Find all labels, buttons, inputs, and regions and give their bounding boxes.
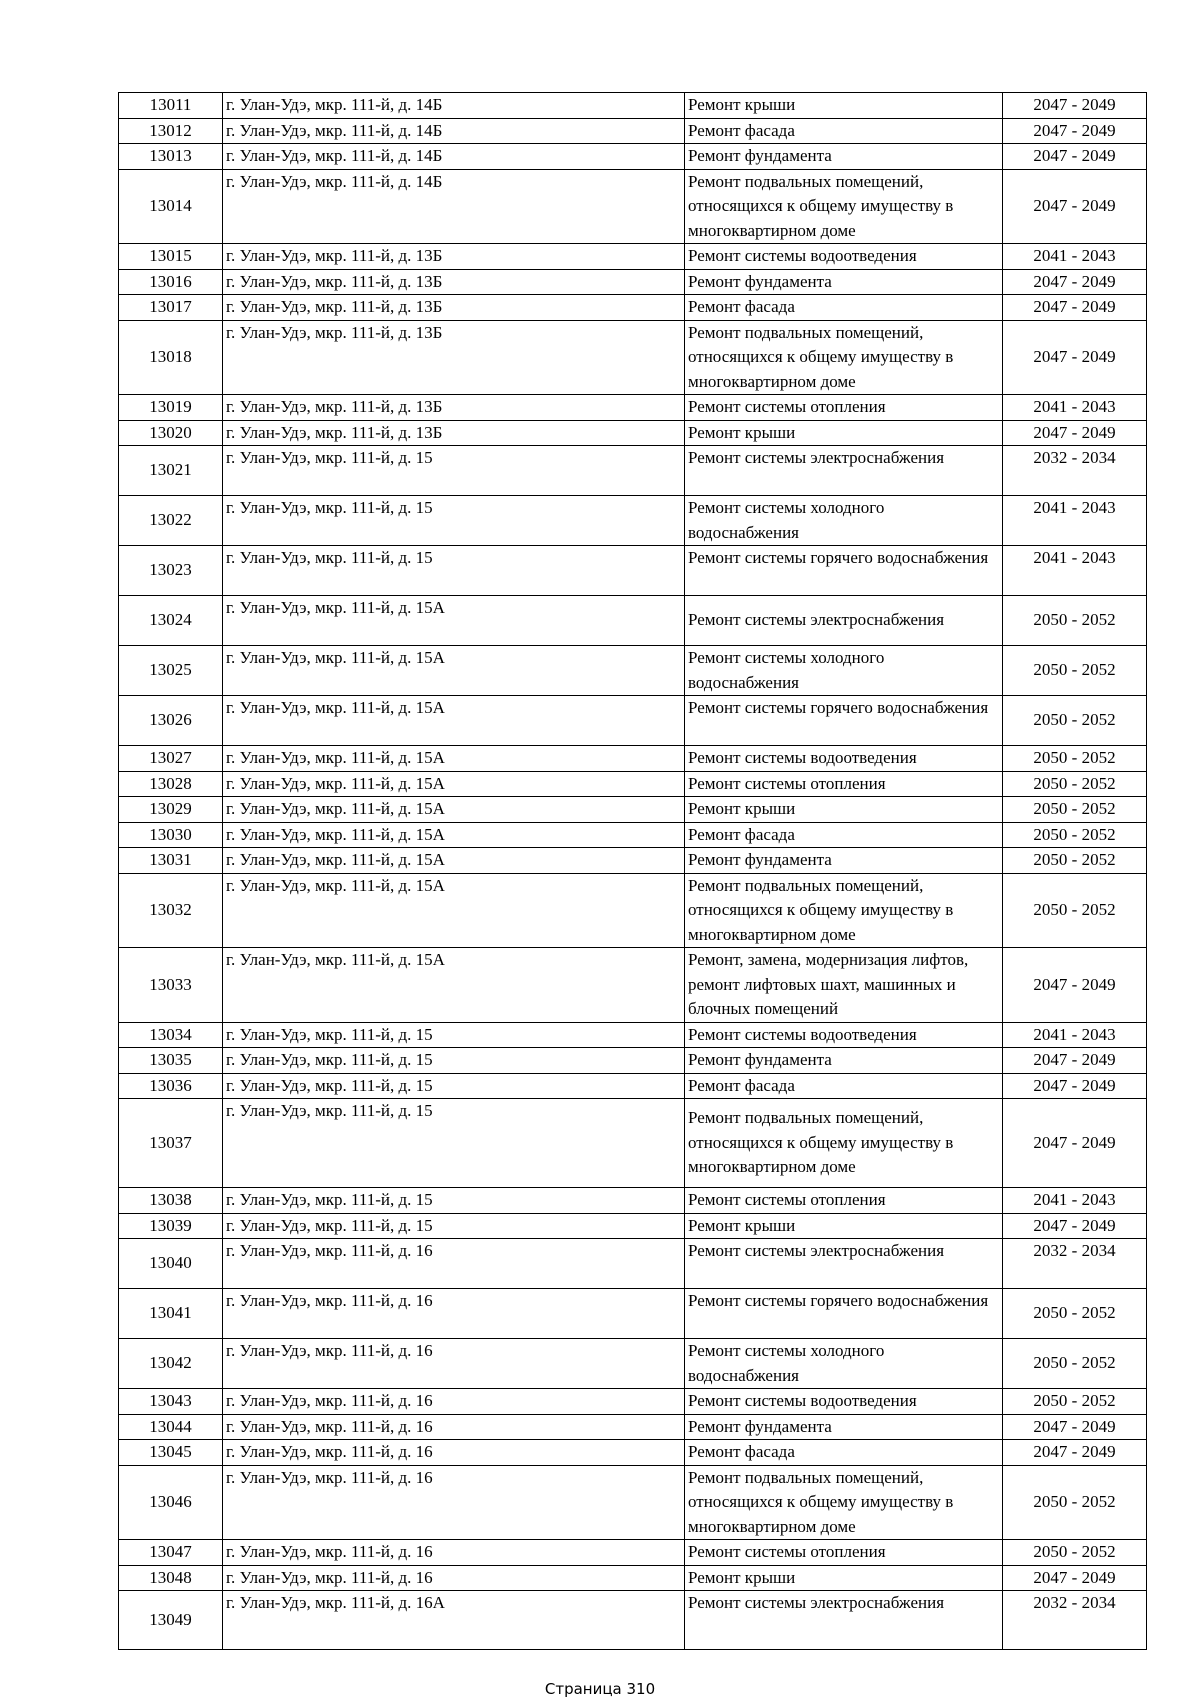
row-years: 2050 - 2052 — [1003, 797, 1147, 823]
row-address: г. Улан-Удэ, мкр. 111-й, д. 13Б — [223, 269, 685, 295]
row-id: 13027 — [119, 746, 223, 772]
row-work-type: Ремонт системы холодного водоснабжения — [685, 1339, 1003, 1389]
table-row — [119, 295, 1147, 321]
row-address: г. Улан-Удэ, мкр. 111-й, д. 15 — [223, 446, 685, 496]
table-row — [119, 873, 1147, 948]
row-years: 2041 - 2043 — [1003, 546, 1147, 596]
row-work-type: Ремонт крыши — [685, 93, 1003, 119]
table-row — [119, 320, 1147, 395]
row-address: г. Улан-Удэ, мкр. 111-й, д. 16А — [223, 1591, 685, 1650]
row-id: 13015 — [119, 244, 223, 270]
row-work-type: Ремонт системы отопления — [685, 1188, 1003, 1214]
table-row — [119, 1289, 1147, 1339]
table-row — [119, 269, 1147, 295]
row-work-type: Ремонт системы холодного водоснабжения — [685, 496, 1003, 546]
row-address: г. Улан-Удэ, мкр. 111-й, д. 16 — [223, 1389, 685, 1415]
row-work-type: Ремонт системы электроснабжения — [685, 596, 1003, 646]
row-address: г. Улан-Удэ, мкр. 111-й, д. 15А — [223, 596, 685, 646]
row-address: г. Улан-Удэ, мкр. 111-й, д. 15 — [223, 1022, 685, 1048]
row-id: 13032 — [119, 873, 223, 948]
row-address: г. Улан-Удэ, мкр. 111-й, д. 13Б — [223, 244, 685, 270]
row-address: г. Улан-Удэ, мкр. 111-й, д. 13Б — [223, 420, 685, 446]
table-row — [119, 696, 1147, 746]
row-address: г. Улан-Удэ, мкр. 111-й, д. 16 — [223, 1339, 685, 1389]
row-id: 13029 — [119, 797, 223, 823]
row-years: 2047 - 2049 — [1003, 169, 1147, 244]
row-id: 13047 — [119, 1540, 223, 1566]
row-id: 13016 — [119, 269, 223, 295]
row-address: г. Улан-Удэ, мкр. 111-й, д. 15А — [223, 696, 685, 746]
row-address: г. Улан-Удэ, мкр. 111-й, д. 15А — [223, 797, 685, 823]
row-years: 2050 - 2052 — [1003, 1289, 1147, 1339]
row-years: 2050 - 2052 — [1003, 646, 1147, 696]
row-address: г. Улан-Удэ, мкр. 111-й, д. 16 — [223, 1565, 685, 1591]
table-row — [119, 244, 1147, 270]
table-row — [119, 797, 1147, 823]
row-id: 13026 — [119, 696, 223, 746]
row-id: 13045 — [119, 1440, 223, 1466]
row-work-type: Ремонт фундамента — [685, 1414, 1003, 1440]
row-years: 2047 - 2049 — [1003, 1565, 1147, 1591]
row-years: 2050 - 2052 — [1003, 596, 1147, 646]
row-id: 13025 — [119, 646, 223, 696]
row-id: 13012 — [119, 118, 223, 144]
row-address: г. Улан-Удэ, мкр. 111-й, д. 15 — [223, 1048, 685, 1074]
row-address: г. Улан-Удэ, мкр. 111-й, д. 15 — [223, 1188, 685, 1214]
row-id: 13042 — [119, 1339, 223, 1389]
row-years: 2050 - 2052 — [1003, 696, 1147, 746]
row-work-type: Ремонт системы электроснабжения — [685, 1591, 1003, 1650]
row-address: г. Улан-Удэ, мкр. 111-й, д. 15 — [223, 546, 685, 596]
row-work-type: Ремонт фасада — [685, 118, 1003, 144]
row-work-type: Ремонт системы горячего водоснабжения — [685, 546, 1003, 596]
row-work-type: Ремонт фундамента — [685, 1048, 1003, 1074]
table-row — [119, 1188, 1147, 1214]
table-row — [119, 822, 1147, 848]
table-row — [119, 1339, 1147, 1389]
row-id: 13039 — [119, 1213, 223, 1239]
row-work-type: Ремонт крыши — [685, 1565, 1003, 1591]
row-years: 2050 - 2052 — [1003, 746, 1147, 772]
row-id: 13037 — [119, 1099, 223, 1188]
row-years: 2047 - 2049 — [1003, 420, 1147, 446]
row-address: г. Улан-Удэ, мкр. 111-й, д. 13Б — [223, 395, 685, 421]
row-years: 2050 - 2052 — [1003, 873, 1147, 948]
table-row — [119, 646, 1147, 696]
row-address: г. Улан-Удэ, мкр. 111-й, д. 14Б — [223, 118, 685, 144]
row-work-type: Ремонт крыши — [685, 1213, 1003, 1239]
row-work-type: Ремонт фундамента — [685, 848, 1003, 874]
row-address: г. Улан-Удэ, мкр. 111-й, д. 15А — [223, 646, 685, 696]
row-address: г. Улан-Удэ, мкр. 111-й, д. 15А — [223, 771, 685, 797]
row-years: 2041 - 2043 — [1003, 496, 1147, 546]
row-address: г. Улан-Удэ, мкр. 111-й, д. 15А — [223, 746, 685, 772]
repair-schedule-table — [118, 92, 1147, 1650]
row-address: г. Улан-Удэ, мкр. 111-й, д. 16 — [223, 1540, 685, 1566]
table-row — [119, 948, 1147, 1023]
row-work-type: Ремонт системы электроснабжения — [685, 1239, 1003, 1289]
table-row — [119, 1239, 1147, 1289]
row-years: 2041 - 2043 — [1003, 1188, 1147, 1214]
row-work-type: Ремонт крыши — [685, 797, 1003, 823]
table-row — [119, 1565, 1147, 1591]
table-row — [119, 1465, 1147, 1540]
row-id: 13020 — [119, 420, 223, 446]
row-address: г. Улан-Удэ, мкр. 111-й, д. 16 — [223, 1289, 685, 1339]
row-years: 2050 - 2052 — [1003, 1465, 1147, 1540]
row-address: г. Улан-Удэ, мкр. 111-й, д. 15 — [223, 1073, 685, 1099]
row-id: 13022 — [119, 496, 223, 546]
row-address: г. Улан-Удэ, мкр. 111-й, д. 16 — [223, 1239, 685, 1289]
row-work-type: Ремонт подвальных помещений, относящихся к общему имуществу в многоквартирном доме — [685, 169, 1003, 244]
row-id: 13043 — [119, 1389, 223, 1415]
row-work-type: Ремонт фасада — [685, 295, 1003, 321]
row-work-type: Ремонт подвальных помещений, относящихся к общему имуществу в многоквартирном доме — [685, 1465, 1003, 1540]
row-id: 13021 — [119, 446, 223, 496]
row-id: 13028 — [119, 771, 223, 797]
row-years: 2050 - 2052 — [1003, 771, 1147, 797]
row-work-type: Ремонт системы электроснабжения — [685, 446, 1003, 496]
row-id: 13018 — [119, 320, 223, 395]
row-work-type: Ремонт подвальных помещений, относящихся к общему имуществу в многоквартирном доме — [685, 873, 1003, 948]
row-years: 2047 - 2049 — [1003, 1440, 1147, 1466]
row-address: г. Улан-Удэ, мкр. 111-й, д. 14Б — [223, 169, 685, 244]
row-work-type: Ремонт системы горячего водоснабжения — [685, 696, 1003, 746]
row-work-type: Ремонт системы водоотведения — [685, 746, 1003, 772]
row-id: 13013 — [119, 144, 223, 170]
row-work-type: Ремонт системы отопления — [685, 1540, 1003, 1566]
table-row — [119, 1540, 1147, 1566]
row-id: 13031 — [119, 848, 223, 874]
row-years: 2047 - 2049 — [1003, 295, 1147, 321]
table-row — [119, 93, 1147, 119]
row-address: г. Улан-Удэ, мкр. 111-й, д. 15А — [223, 822, 685, 848]
row-id: 13033 — [119, 948, 223, 1023]
row-work-type: Ремонт системы водоотведения — [685, 244, 1003, 270]
row-id: 13040 — [119, 1239, 223, 1289]
row-years: 2041 - 2043 — [1003, 1022, 1147, 1048]
table-row — [119, 1389, 1147, 1415]
row-address: г. Улан-Удэ, мкр. 111-й, д. 16 — [223, 1414, 685, 1440]
row-address: г. Улан-Удэ, мкр. 111-й, д. 14Б — [223, 144, 685, 170]
table-row — [119, 144, 1147, 170]
row-years: 2050 - 2052 — [1003, 1389, 1147, 1415]
table-row — [119, 420, 1147, 446]
row-address: г. Улан-Удэ, мкр. 111-й, д. 13Б — [223, 320, 685, 395]
table-row — [119, 848, 1147, 874]
table-row — [119, 1440, 1147, 1466]
row-work-type: Ремонт системы водоотведения — [685, 1022, 1003, 1048]
row-address: г. Улан-Удэ, мкр. 111-й, д. 13Б — [223, 295, 685, 321]
row-id: 13049 — [119, 1591, 223, 1650]
table-row — [119, 596, 1147, 646]
row-work-type: Ремонт подвальных помещений, относящихся к общему имуществу в многоквартирном доме — [685, 320, 1003, 395]
table-row — [119, 169, 1147, 244]
table-row — [119, 496, 1147, 546]
row-id: 13034 — [119, 1022, 223, 1048]
row-years: 2047 - 2049 — [1003, 93, 1147, 119]
row-years: 2047 - 2049 — [1003, 1099, 1147, 1188]
row-id: 13048 — [119, 1565, 223, 1591]
row-id: 13023 — [119, 546, 223, 596]
row-years: 2032 - 2034 — [1003, 1239, 1147, 1289]
row-id: 13036 — [119, 1073, 223, 1099]
row-id: 13024 — [119, 596, 223, 646]
table-row — [119, 746, 1147, 772]
table-row — [119, 1213, 1147, 1239]
row-work-type: Ремонт крыши — [685, 420, 1003, 446]
table-row — [119, 1591, 1147, 1650]
table-row — [119, 1099, 1147, 1188]
row-years: 2050 - 2052 — [1003, 848, 1147, 874]
table-row — [119, 1022, 1147, 1048]
row-years: 2041 - 2043 — [1003, 395, 1147, 421]
row-years: 2047 - 2049 — [1003, 1414, 1147, 1440]
table-row — [119, 118, 1147, 144]
row-id: 13017 — [119, 295, 223, 321]
row-years: 2047 - 2049 — [1003, 144, 1147, 170]
row-work-type: Ремонт фасада — [685, 1073, 1003, 1099]
page-number: Страница 310 — [544, 1680, 656, 1698]
table-row — [119, 771, 1147, 797]
row-work-type: Ремонт фундамента — [685, 269, 1003, 295]
table-row — [119, 1073, 1147, 1099]
row-id: 13044 — [119, 1414, 223, 1440]
row-work-type: Ремонт системы отопления — [685, 395, 1003, 421]
row-id: 13035 — [119, 1048, 223, 1074]
row-id: 13041 — [119, 1289, 223, 1339]
row-address: г. Улан-Удэ, мкр. 111-й, д. 15А — [223, 948, 685, 1023]
row-work-type: Ремонт системы горячего водоснабжения — [685, 1289, 1003, 1339]
row-work-type: Ремонт системы отопления — [685, 771, 1003, 797]
row-years: 2032 - 2034 — [1003, 446, 1147, 496]
row-years: 2047 - 2049 — [1003, 269, 1147, 295]
row-id: 13019 — [119, 395, 223, 421]
row-years: 2050 - 2052 — [1003, 1540, 1147, 1566]
row-years: 2047 - 2049 — [1003, 1073, 1147, 1099]
row-work-type: Ремонт системы холодного водоснабжения — [685, 646, 1003, 696]
row-work-type: Ремонт, замена, модернизация лифтов, ремонт лифтовых шахт, машинных и блочных помещений — [685, 948, 1003, 1023]
row-years: 2032 - 2034 — [1003, 1591, 1147, 1650]
table-row — [119, 1414, 1147, 1440]
row-address: г. Улан-Удэ, мкр. 111-й, д. 15А — [223, 848, 685, 874]
row-address: г. Улан-Удэ, мкр. 111-й, д. 15 — [223, 1099, 685, 1188]
row-work-type: Ремонт подвальных помещений, относящихся к общему имуществу в многоквартирном доме — [685, 1099, 1003, 1188]
row-id: 13014 — [119, 169, 223, 244]
row-years: 2047 - 2049 — [1003, 1213, 1147, 1239]
row-address: г. Улан-Удэ, мкр. 111-й, д. 16 — [223, 1440, 685, 1466]
row-years: 2041 - 2043 — [1003, 244, 1147, 270]
row-id: 13011 — [119, 93, 223, 119]
table-row — [119, 1048, 1147, 1074]
row-work-type: Ремонт фасада — [685, 822, 1003, 848]
row-address: г. Улан-Удэ, мкр. 111-й, д. 14Б — [223, 93, 685, 119]
table-row — [119, 446, 1147, 496]
row-address: г. Улан-Удэ, мкр. 111-й, д. 15 — [223, 1213, 685, 1239]
row-years: 2050 - 2052 — [1003, 822, 1147, 848]
row-work-type: Ремонт фундамента — [685, 144, 1003, 170]
row-work-type: Ремонт фасада — [685, 1440, 1003, 1466]
row-address: г. Улан-Удэ, мкр. 111-й, д. 15А — [223, 873, 685, 948]
table-row — [119, 395, 1147, 421]
row-id: 13046 — [119, 1465, 223, 1540]
row-id: 13038 — [119, 1188, 223, 1214]
row-work-type: Ремонт системы водоотведения — [685, 1389, 1003, 1415]
row-years: 2050 - 2052 — [1003, 1339, 1147, 1389]
row-address: г. Улан-Удэ, мкр. 111-й, д. 15 — [223, 496, 685, 546]
row-years: 2047 - 2049 — [1003, 118, 1147, 144]
row-years: 2047 - 2049 — [1003, 320, 1147, 395]
row-years: 2047 - 2049 — [1003, 1048, 1147, 1074]
row-id: 13030 — [119, 822, 223, 848]
row-address: г. Улан-Удэ, мкр. 111-й, д. 16 — [223, 1465, 685, 1540]
row-years: 2047 - 2049 — [1003, 948, 1147, 1023]
table-row — [119, 546, 1147, 596]
